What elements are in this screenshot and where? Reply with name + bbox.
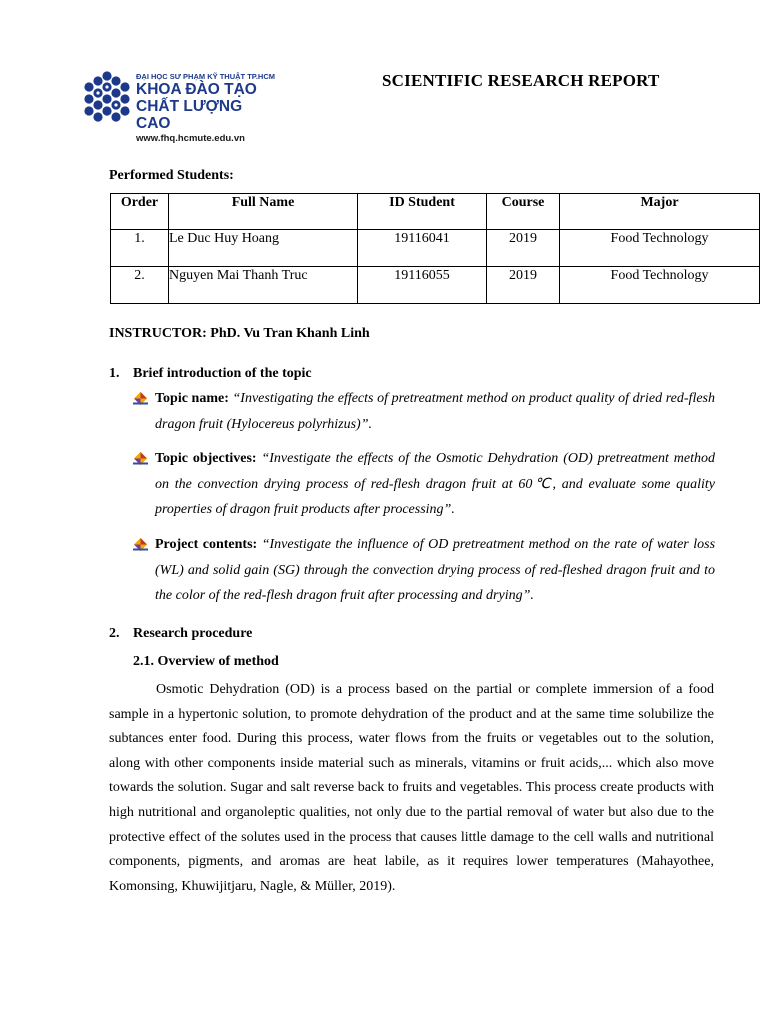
section-1-heading: [109, 366, 312, 382]
cell-id-student: 19116055: [358, 267, 487, 304]
bullet-text: “Investigate the influence of OD pretreatment method on the rate of water loss (WL) and solid gain (SG) through the convection drying process of red-fleshed dragon fruit and to the color of the red-flesh dragon fruit after processing and drying”.: [155, 537, 716, 603]
report-title: SCIENTIFIC RESEARCH REPORT: [382, 71, 660, 90]
students-label: Performed Students:: [109, 168, 234, 183]
section-2-title: Research procedure: [133, 626, 253, 641]
header-id-student: ID Student: [358, 194, 487, 230]
section-1-title: Brief introduction of the topic: [133, 366, 312, 381]
bullet-topic-name: [133, 386, 715, 437]
faculty-logo: [80, 68, 280, 144]
diamond-bullet-icon: [133, 537, 148, 552]
cell-full-name: Nguyen Mai Thanh Truc: [169, 267, 358, 304]
bullet-topic-objectives: [133, 446, 715, 523]
students-table: [110, 193, 760, 304]
logo-url: www.fhq.hcmute.edu.vn: [136, 133, 245, 144]
cell-order: 2.: [111, 267, 169, 304]
cell-major: Food Technology: [560, 230, 760, 267]
header-course: Course: [487, 194, 560, 230]
instructor-line: INSTRUCTOR: PhD. Vu Tran Khanh Linh: [109, 326, 370, 341]
table-row: [111, 267, 760, 304]
cell-major: Food Technology: [560, 267, 760, 304]
header-order: Order: [111, 194, 169, 230]
bullet-text: “Investigate the effects of the Osmotic Dehydration (OD) pretreatment method on the convection drying process of red-flesh dragon fruit at 60℃, and evaluate some quality properties of dragon fruit products after processing”.: [155, 451, 716, 517]
subsection-2-1-heading: 2.1. Overview of method: [133, 654, 279, 669]
table-row: [111, 230, 760, 267]
table-header-row: [111, 194, 760, 230]
logo-university: ĐẠI HỌC SƯ PHẠM KỸ THUẬT TP.HCM: [136, 72, 276, 81]
section-1-number: 1.: [109, 366, 120, 381]
cell-full-name: Le Duc Huy Hoang: [169, 230, 358, 267]
bullet-project-contents: [133, 532, 715, 609]
diamond-bullet-icon: [133, 391, 148, 406]
section-2-heading: [109, 626, 252, 642]
bullet-text: “Investigating the effects of pretreatment method on product quality of dried red-flesh dragon fruit (Hylocereus polyrhizus)”.: [155, 391, 716, 432]
logo-line1: KHOA ĐÀO TẠO: [136, 81, 257, 98]
logo-text: [136, 72, 280, 144]
diamond-bullet-icon: [133, 451, 148, 466]
bullet-label: Topic objectives:: [155, 451, 257, 466]
cell-course: 2019: [487, 267, 560, 304]
hexagon-cluster-icon: [80, 70, 134, 124]
header-major: Major: [560, 194, 760, 230]
section-2-number: 2.: [109, 626, 120, 641]
cell-order: 1.: [111, 230, 169, 267]
overview-paragraph: Osmotic Dehydration (OD) is a process based on the partial or complete immersion of a food sample in a hypertonic solution, to promote dehydration of the product and at the same time solubilize the subtances enter food. During this process, water flows from the fruits or vegetables out to the solution, along with other components inside material such as minerals, vitamins or fruit acids,... which also move towards the solution. Sugar and salt reverse back to fruits and vegetables. This process create products with high nutritional and organoleptic qualities, not only due to the partial removal of water but also due to the protective effect of the solutes used in the process that causes little damage to the cell walls and nutritional components, pigments, and aromas are heat labile, as it requires lower temperatures (Mahayothee, Komonsing, Khuwijitjaru, Nagle, & Müller, 2019).: [109, 682, 714, 894]
bullet-label: Project contents:: [155, 537, 258, 552]
header-full-name: Full Name: [169, 194, 358, 230]
cell-course: 2019: [487, 230, 560, 267]
cell-id-student: 19116041: [358, 230, 487, 267]
logo-line2: CHẤT LƯỢNG CAO: [136, 98, 243, 132]
bullet-label: Topic name:: [155, 391, 229, 406]
